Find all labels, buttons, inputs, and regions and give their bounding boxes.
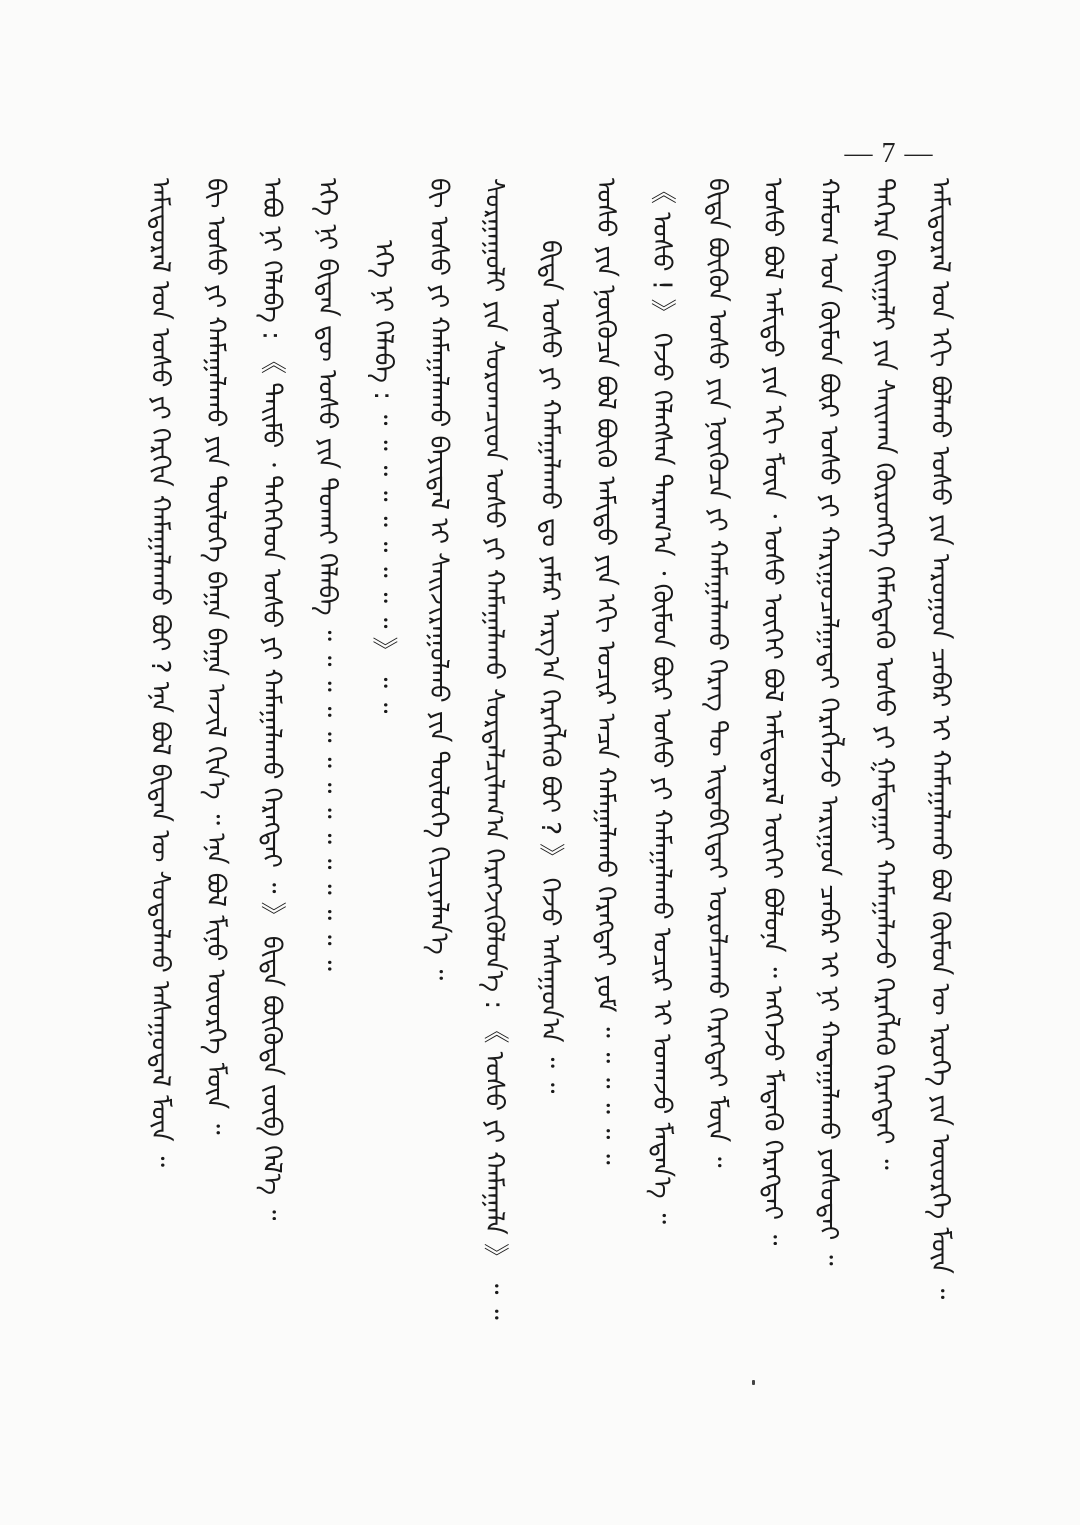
text-line: ᠡᠬᠡ ᠨᠢ ᠬᠡᠯᠡᠪᠡ : ᠃ ᠃ ᠃ ᠃ ᠃ ᠃ ᠃ ᠃ ᠃ 》 ᠃ ᠃ (367, 240, 398, 714)
text-line: ᠠᠮᠢᠳᠤᠷᠠᠯ ᠤᠨ ᠡᠬᠢ ᠪᠣᠯᠬᠤ ᠤᠰᠤ ᠶᠢᠨ ᠠᠷᠤᠭᠤᠨ ᠴᠡᠪᠡᠷ ᠢ ᠬᠠᠮᠠᠭᠠᠯᠠᠬᠤ ᠪᠣᠯ ᠬᠦᠮᠦᠨ ᠦ ᠡᠷᠦᠬᠡ ᠶᠢᠨ ᠦᠦᠷᠭᠡ ᠮᠥᠨ ᠃ (924, 178, 955, 1300)
text-column (249, 178, 293, 1386)
text-column (528, 178, 572, 1386)
text-line: ᠠᠪᠤ ᠨᠢ ᠬᠡᠯᠡᠪᠡ : 《 ᠲᠡᠢᠮᠦ ᠂ ᠲᠡᠭᠡᠭᠡᠳ ᠤᠰᠤ ᠶᠢ ᠬᠠᠮᠠᠭᠠᠯᠠᠬᠤ ᠬᠡᠷᠡᠭᠲᠡᠢ ᠃ 》 ᠪᠢᠳᠡ ᠪᠦᠭᠦᠳᠡ ᠵᠥᠪ ᠭᠡᠯ᠎ᠡ ᠃ (256, 178, 287, 1221)
text-line: ᠲᠡᠭᠡᠷᠡ ᠪᠠᠢᠭᠠᠯᠢ ᠶᠢᠨ ᠰᠠᠢᠬᠠᠨ ᠬᠥᠷᠥᠩᠭᠡ ᠬᠡᠮᠡᠭᠳᠡᠬᠦ ᠤᠰᠤ ᠶᠢ ᠭᠠᠮᠲᠠᠭᠠᠢ ᠬᠠᠮᠠᠭᠠᠯᠠᠵᠤ ᠬᠡᠷᠡᠭᠯᠡᠬᠦ ᠬᠡᠷᠡᠭᠲᠡᠢ ᠃ (869, 178, 900, 1170)
text-line: ᠬᠠᠮᠤᠭ ᠤᠨ ᠬᠦᠮᠦᠨ ᠪᠦᠷ ᠤᠰᠤ ᠶᠢ ᠬᠠᠷᠢᠭᠤᠴᠠᠯᠭᠠᠲᠠᠢ ᠬᠡᠷᠡᠭᠯᠡᠵᠦ ᠠᠷᠢᠭᠤᠨ ᠴᠡᠪᠡᠷ ᠢ ᠨᠢ ᠬᠠᠳᠠᠭᠠᠯᠠᠬᠤ ᠶᠣᠰᠣᠲᠠᠢ ᠃ (813, 178, 844, 1266)
text-column (584, 178, 628, 1386)
text-line: ᠪᠢ ᠤᠰᠤ ᠶᠢ ᠬᠠᠮᠠᠭᠠᠯᠠᠬᠤ ᠪᠠᠶᠢᠳᠠᠯ ᠢ ᠰᠠᠢᠵᠢᠷᠠᠭᠤᠯᠬᠤ ᠶᠢᠨ ᠲᠥᠯᠥᠭᠡ ᠬᠢᠴᠢᠶᠡᠯᠡᠨ᠎ᠡ ᠃ (423, 178, 454, 981)
text-line: ᠤᠰᠤ ᠪᠣᠯ ᠠᠮᠢᠳᠤ ᠶᠢᠨ ᠡᠬᠢ ᠮᠥᠨ ᠂ ᠤᠰᠤ ᠦᠭᠡᠢ ᠪᠣᠯ ᠠᠮᠢᠳᠤᠷᠠᠯ ᠦᠭᠡᠢ ᠪᠣᠯᠤᠨᠠ ᠃ ᠡᠩᠭᠡᠵᠦ ᠮᠡᠳᠡᠬᠦ ᠬᠡᠷᠡᠭᠲᠡᠢ ᠃ (757, 178, 788, 1246)
text-columns (138, 178, 962, 1386)
text-column (472, 178, 516, 1386)
text-column (806, 178, 850, 1386)
text-column (417, 178, 461, 1386)
text-column (862, 178, 906, 1386)
text-column (305, 178, 349, 1386)
text-line: ᠡᠬᠡ ᠨᠢ ᠪᠢᠳᠡᠨ ᠳᠦ ᠤᠰᠤ ᠶᠢᠨ ᠲᠤᠬᠠᠢ ᠬᠡᠯᠡᠪᠡ ᠃ ᠃ ᠃ ᠃ ᠃ ᠃ ᠃ ᠃ ᠃ ᠃ ᠃ ᠃ ᠃ ᠃ (312, 178, 343, 971)
text-line: ᠤᠰᠤ ᠶᠢᠨ ᠨᠥᠭᠦᠴᠡ ᠪᠣᠯ ᠪᠦᠬᠦ ᠠᠮᠢᠳᠤ ᠶᠢᠨ ᠡᠬᠢ ᠤᠴᠢᠷ ᠠᠴᠠ ᠬᠠᠮᠠᠭᠠᠯᠠᠬᠤ ᠬᠡᠷᠡᠭᠲᠡᠢ ᠶᠤᠮ ᠃ ᠃ ᠃ ᠃ ᠃ ᠃ (590, 178, 621, 1165)
text-line: ᠰᠤᠷᠭᠠᠭᠤᠯᠢ ᠶᠢᠨ ᠰᠤᠷᠤᠭᠴᠢᠳ ᠤᠰᠤ ᠶᠢ ᠬᠠᠮᠠᠭᠠᠯᠠᠬᠤ ᠰᠤᠷᠲᠠᠯᠴᠢᠯᠠᠭ᠎ᠠ ᠬᠡᠷᠡᠭᠵᠢᠭᠦᠯᠦᠨ᠎ᠡ : 《 ᠤᠰᠤ ᠶᠢ ᠬᠠᠮᠠᠭᠠᠯᠠ 》 ᠃ ᠃ (479, 178, 510, 1320)
text-column (695, 178, 739, 1386)
text-column (639, 178, 683, 1386)
text-column (138, 178, 182, 1386)
page-number: — 7 — (844, 138, 934, 169)
text-column (361, 178, 405, 1386)
text-column (194, 178, 238, 1386)
text-column (751, 178, 795, 1386)
print-speck (752, 1380, 755, 1385)
text-line: ᠠᠮᠢᠳᠤᠷᠠᠯ ᠤᠨ ᠤᠰᠤ ᠶᠢ ᠬᠡᠷᠬᠢᠨ ᠬᠠᠮᠠᠭᠠᠯᠠᠬᠤ ᠪᠤᠢ ? ᠡᠨᠡ ᠪᠣᠯ ᠪᠢᠳᠡᠨ ᠦ ᠰᠤᠳᠤᠯᠬᠤ ᠠᠰᠠᠭᠤᠳᠠᠯ ᠮᠥᠨ ᠃ (145, 178, 175, 1167)
text-line: ᠪᠢᠳᠡ ᠤᠰᠤ ᠶᠢ ᠬᠠᠮᠠᠭᠠᠯᠠᠬᠤ ᠳᠤ ᠶᠠᠮᠠᠷ ᠠᠷᠭ᠎ᠠ ᠬᠡᠷᠡᠭᠯᠡᠬᠦ ᠪᠤᠢ ? 》 ᠭᠡᠵᠦ ᠠᠰᠠᠭᠤᠨ᠎ᠠ ᠃ ᠃ (534, 240, 565, 1094)
text-line: ᠪᠢ ᠤᠰᠤ ᠶᠢ ᠬᠠᠮᠠᠭᠠᠯᠠᠬᠤ ᠶᠢᠨ ᠲᠥᠯᠥᠭᠡ ᠪᠠᠭᠠ ᠪᠠᠭᠠ ᠠᠵᠢᠯ ᠬᠢᠨ᠎ᠡ ᠃ ᠡᠨᠡ ᠪᠣᠯ ᠮᠢᠨᠦ ᠦᠦᠷᠭᠡ ᠮᠥᠨ ᠃ (200, 178, 231, 1135)
text-line: 《 ᠤᠰᠤ ! 》 ᠭᠡᠵᠦ ᠬᠡᠯᠡᠭᠰᠡᠨ ᠳᠠᠷᠠᠭ᠎ᠠ ᠂ ᠬᠦᠮᠦᠨ ᠪᠦᠷ ᠤᠰᠤ ᠶᠢ ᠬᠠᠮᠠᠭᠠᠯᠠᠬᠤ ᠤᠴᠢᠷ ᠢ ᠤᠬᠠᠵᠤ ᠮᠡᠳᠡᠨ᠎ᠡ ᠃ (646, 178, 677, 1224)
text-column (918, 178, 962, 1386)
mongolian-text-block (138, 178, 962, 1386)
text-line: ᠪᠢᠳᠡ ᠪᠦᠬᠦᠨ ᠤᠰᠤ ᠶᠢᠨ ᠨᠥᠭᠦᠴᠡ ᠶᠢ ᠬᠠᠮᠠᠭᠠᠯᠠᠬᠤ ᠬᠡᠷᠡᠭ ᠲᠦ ᠢᠳᠡᠪᠬᠢᠲᠡᠢ ᠣᠷᠤᠯᠴᠠᠬᠤ ᠬᠡᠷᠡᠭᠲᠡᠢ ᠮᠥᠨ ᠃ (702, 178, 733, 1168)
